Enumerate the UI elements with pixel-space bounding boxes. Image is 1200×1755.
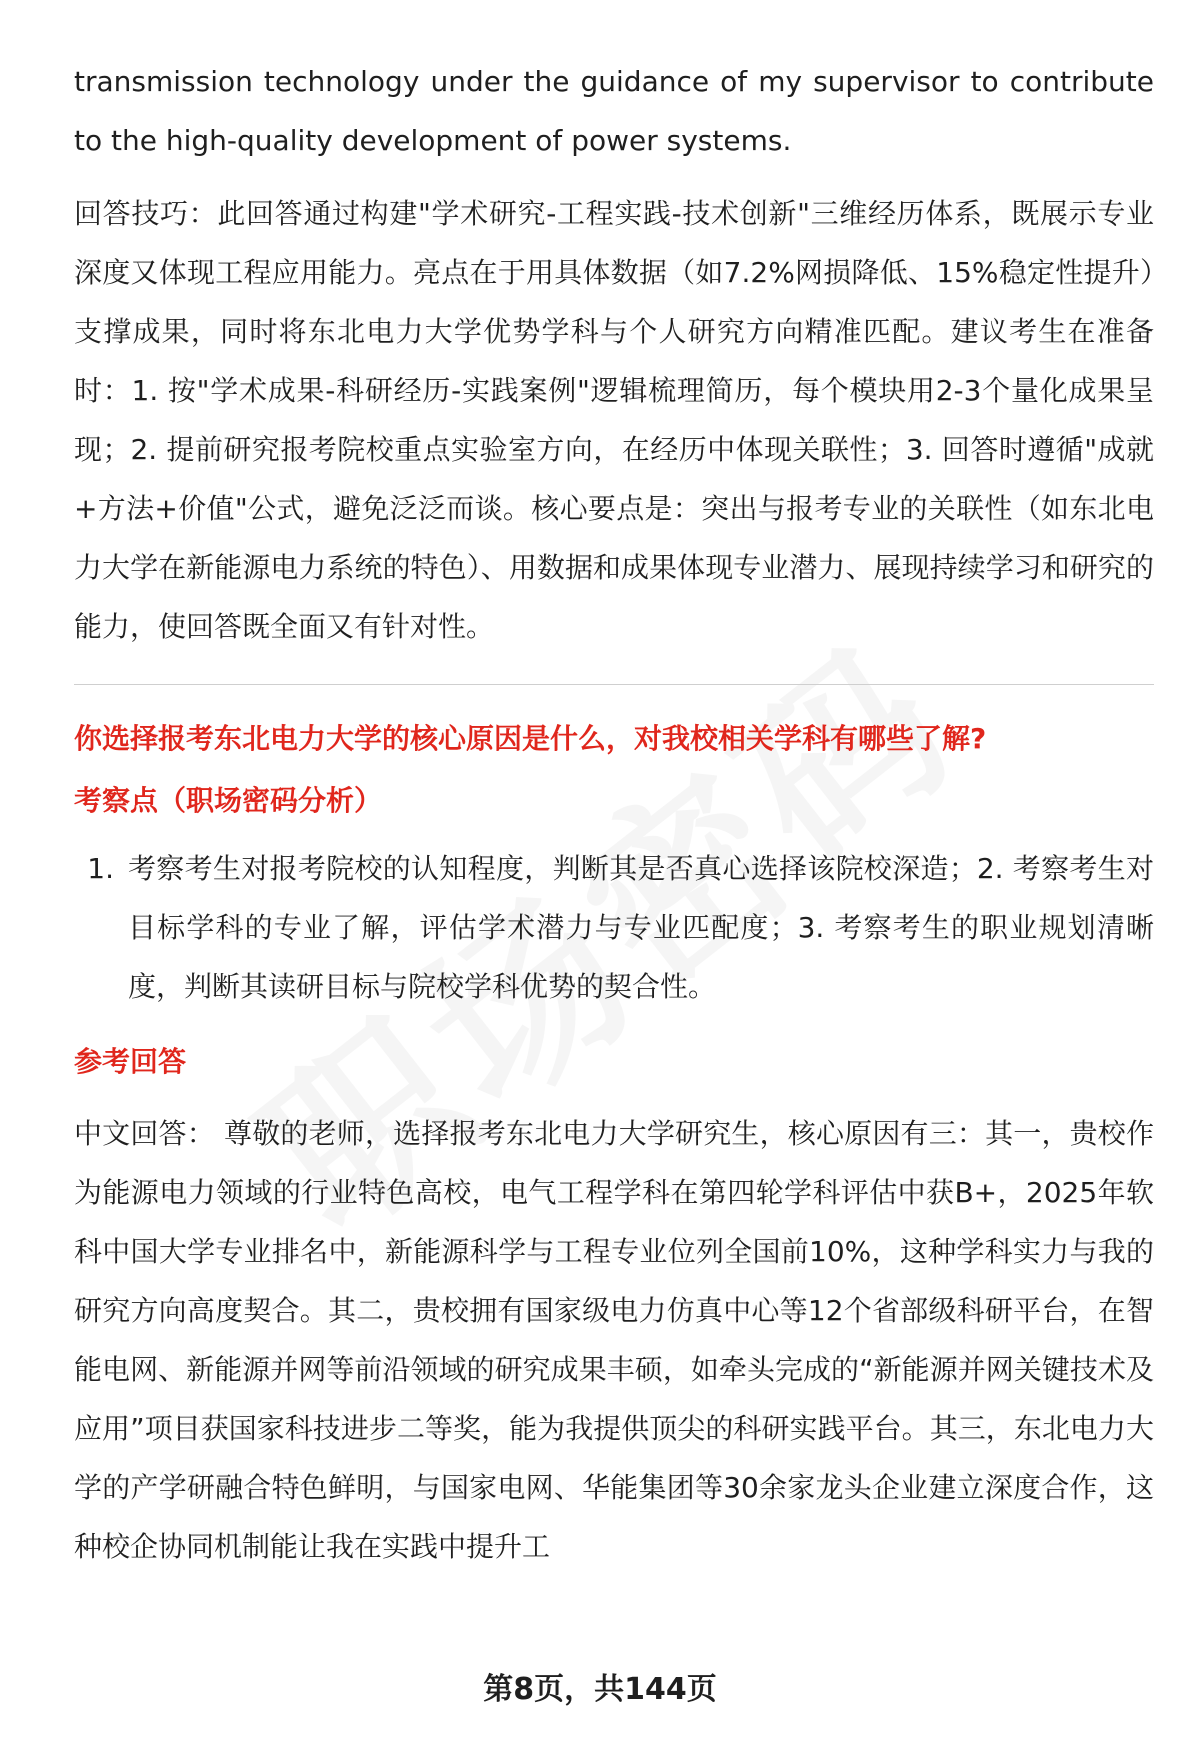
- exam-point-list: [74, 839, 1154, 1016]
- previous-answer-tail: transmission technology under the guidance of my supervisor to contribute to the high-quality development of power systems.: [74, 65, 1154, 157]
- reference-answer-heading: 参考回答: [74, 1045, 187, 1078]
- page-number: 第8页，共144页: [483, 1672, 717, 1707]
- document-page: [74, 52, 1154, 1576]
- exam-point-text: 考察考生对报考院校的认知程度，判断其是否真心选择该院校深造；2. 考察考生对目标学科的专业了解，评估学术潜力与专业匹配度；3. 考察考生的职业规划清晰度，判断其读研目标与院校学科优势的契合性。: [128, 852, 1154, 1003]
- list-number: 1.: [87, 852, 114, 885]
- reference-answer-text: 中文回答： 尊敬的老师，选择报考东北电力大学研究生，核心原因有三：其一，贵校作为能源电力领域的行业特色高校，电气工程学科在第四轮学科评估中获B+，2025年软科中国大学专业排名中，新能源科学与工程专业位列全国前10%，这种学科实力与我的研究方向高度契合。其二，贵校拥有国家级电力仿真中心等12个省部级科研平台，在智能电网、新能源并网等前沿领域的研究成果丰硕，如牵头完成的“新能源并网关键技术及应用”项目获国家科技进步二等奖，能为我提供顶尖的科研实践平台。其三，东北电力大学的产学研融合特色鲜明，与国家电网、华能集团等30余家龙头企业建立深度合作，这种校企协同机制能让我在实践中提升工: [74, 1117, 1154, 1563]
- exam-point-heading: 考察点（职场密码分析）: [74, 784, 383, 817]
- interview-question: 你选择报考东北电力大学的核心原因是什么，对我校相关学科有哪些了解?: [74, 722, 987, 755]
- answer-tips: 回答技巧：此回答通过构建"学术研究-工程实践-技术创新"三维经历体系，既展示专业深度又体现工程应用能力。亮点在于用具体数据（如7.2%网损降低、15%稳定性提升）支撑成果，同时将东北电力大学优势学科与个人研究方向精准匹配。建议考生在准备时：1. 按"学术成果-科研经历-实践案例"逻辑梳理简历，每个模块用2-3个量化成果呈现；2. 提前研究报考院校重点实验室方向，在经历中体现关联性；3. 回答时遵循"成就+方法+价值"公式，避免泛泛而谈。核心要点是：突出与报考专业的关联性（如东北电力大学在新能源电力系统的特色）、用数据和成果体现专业潜力、展现持续学习和研究的能力，使回答既全面又有针对性。: [74, 197, 1154, 643]
